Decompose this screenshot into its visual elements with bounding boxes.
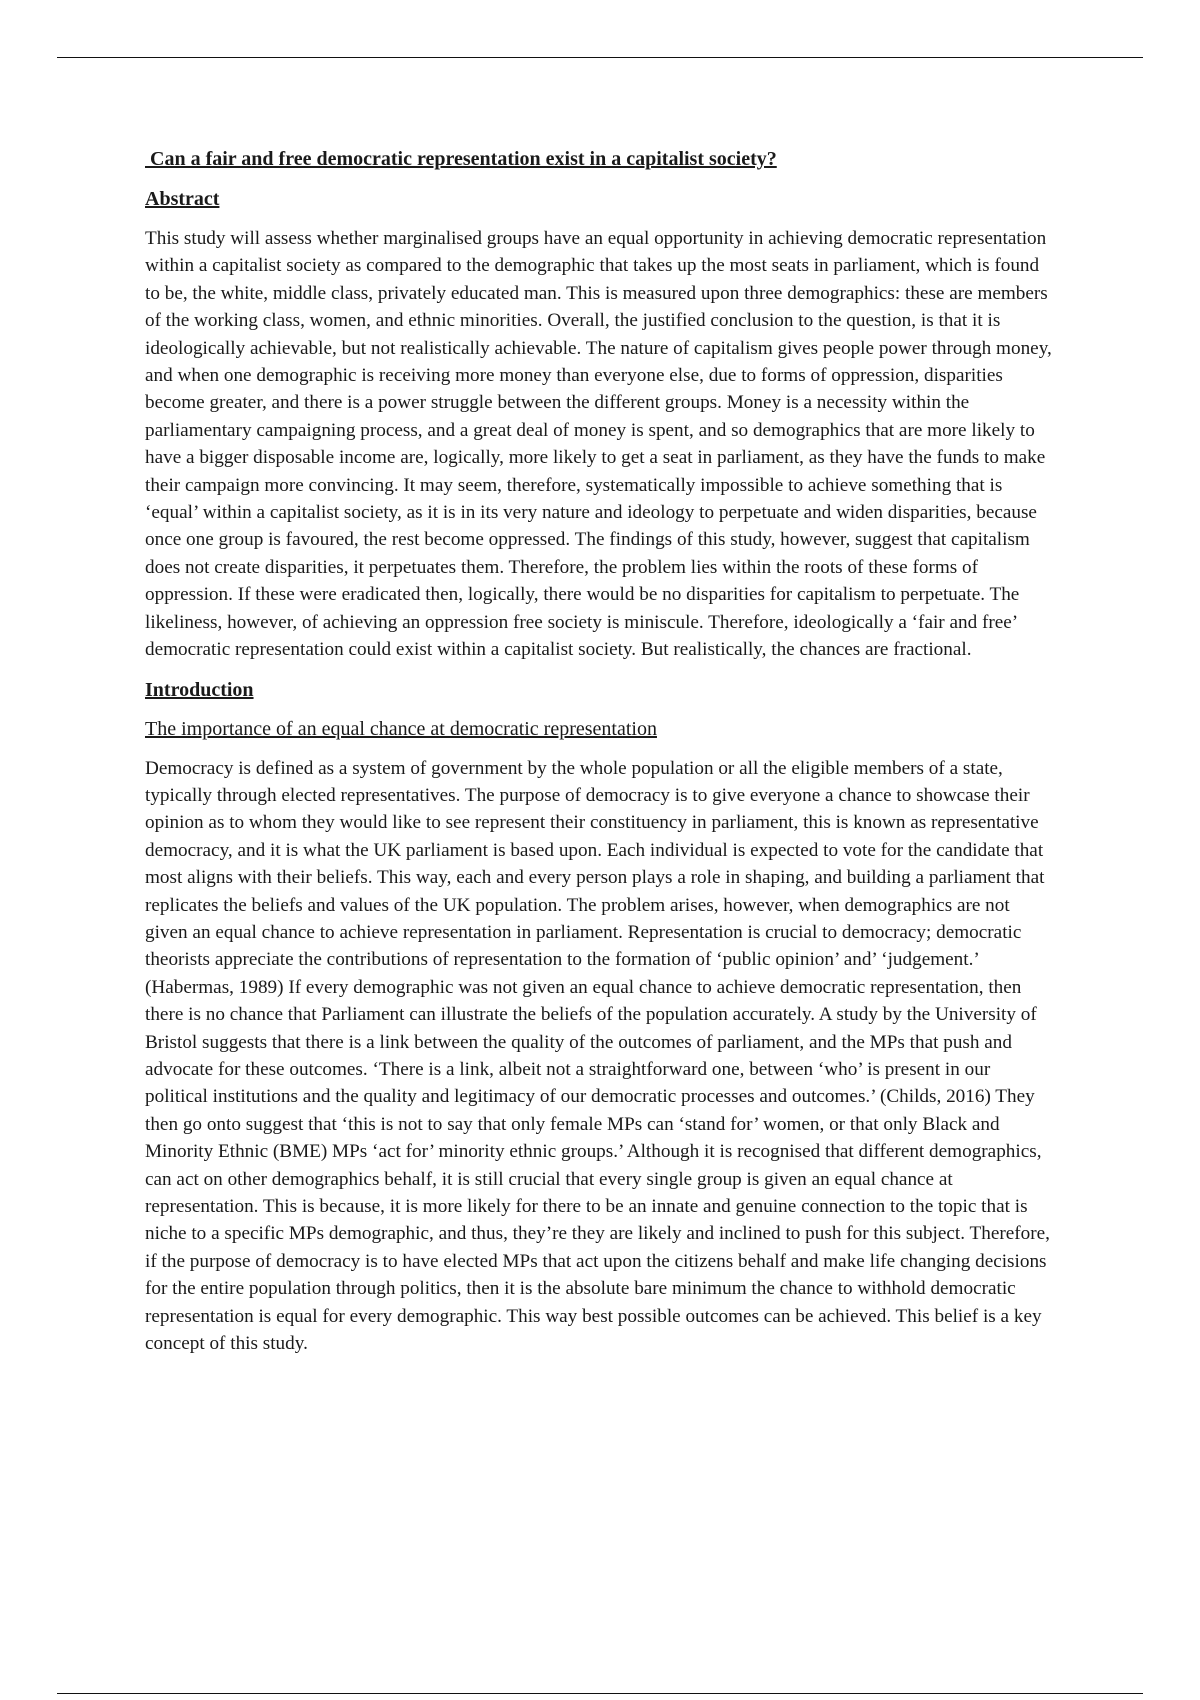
document-title: Can a fair and free democratic representation exist in a capitalist society? bbox=[145, 148, 777, 170]
page-top-rule bbox=[57, 57, 1143, 58]
introduction-subheading: The importance of an equal chance at democratic representation bbox=[145, 717, 657, 740]
introduction-paragraph: Democracy is defined as a system of government by the whole population or all the eligible members of a state, typically through elected representatives. The purpose of democracy is to give everyone a chance to showcase their opinion as to whom they would like to see represent their constituency in parliament, this is known as representative democracy, and it is what the UK parliament is based upon. Each individual is expected to vote for the candidate that most aligns with their beliefs. This way, each and every person plays a role in shaping, and building a parliament that replicates the beliefs and values of the UK population. The problem arises, however, when demographics are not given an equal chance to achieve representation in parliament. Representation is crucial to democracy; democratic theorists appreciate the contributions of representation to the formation of ‘public opinion’ and’ ‘judgement.’ (Habermas, 1989) If every demographic was not given an equal chance to achieve democratic representation, then there is no chance that Parliament can illustrate the beliefs of the population accurately. A study by the University of Bristol suggests that there is a link between the quality of the outcomes of parliament, and the MPs that push and advocate for these outcomes. ‘There is a link, albeit not a straightforward one, between ‘who’ is present in our political institutions and the quality and legitimacy of our democratic processes and outcomes.’ (Childs, 2016) They then go onto suggest that ‘this is not to say that only female MPs can ‘stand for’ women, or that only Black and Minority Ethnic (BME) MPs ‘act for’ minority ethnic groups.’ Although it is recognised that different demographics, can act on other demographics behalf, it is still crucial that every single group is given an equal chance at representation. This is because, it is more likely for there to be an innate and genuine connection to the topic that is niche to a specific MPs demographic, and thus, they’re they are likely and inclined to push for this subject. Therefore, if the purpose of democracy is to have elected MPs that act upon the citizens behalf and make life changing decisions for the entire population through politics, then it is the absolute bare minimum the chance to withhold democratic representation is equal for every demographic. This way best possible outcomes can be achieved. This belief is a key concept of this study. bbox=[145, 757, 1050, 1355]
document-body bbox=[145, 146, 1055, 1370]
abstract-heading: Abstract bbox=[145, 188, 220, 210]
abstract-paragraph: This study will assess whether marginalised groups have an equal opportunity in achieving democratic representation within a capitalist society as compared to the demographic that takes up the most seats in parliament, which is found to be, the white, middle class, privately educated man. This is measured upon three demographics: these are members of the working class, women, and ethnic minorities. Overall, the justified conclusion to the question, is that it is ideologically achievable, but not realistically achievable. The nature of capitalism gives people power through money, and when one demographic is receiving more money than everyone else, due to forms of oppression, disparities become greater, and there is a power struggle between the different groups. Money is a necessity within the parliamentary campaigning process, and a great deal of money is spent, and so demographics that are more likely to have a bigger disposable income are, logically, more likely to get a seat in parliament, as they have the funds to make their campaign more convincing. It may seem, therefore, systematically impossible to achieve something that is ‘equal’ within a capitalist society, as it is in its very nature and ideology to perpetuate and widen disparities, because once one group is favoured, the rest become oppressed. The findings of this study, however, suggest that capitalism does not create disparities, it perpetuates them. Therefore, the problem lies within the roots of these forms of oppression. If these were eradicated then, logically, there would be no disparities for capitalism to perpetuate. The likeliness, however, of achieving an oppression free society is miniscule. Therefore, ideologically a ‘fair and free’ democratic representation could exist within a capitalist society. But realistically, the chances are fractional. bbox=[145, 228, 1052, 661]
page-bottom-rule bbox=[57, 1693, 1143, 1694]
introduction-heading: Introduction bbox=[145, 678, 254, 701]
